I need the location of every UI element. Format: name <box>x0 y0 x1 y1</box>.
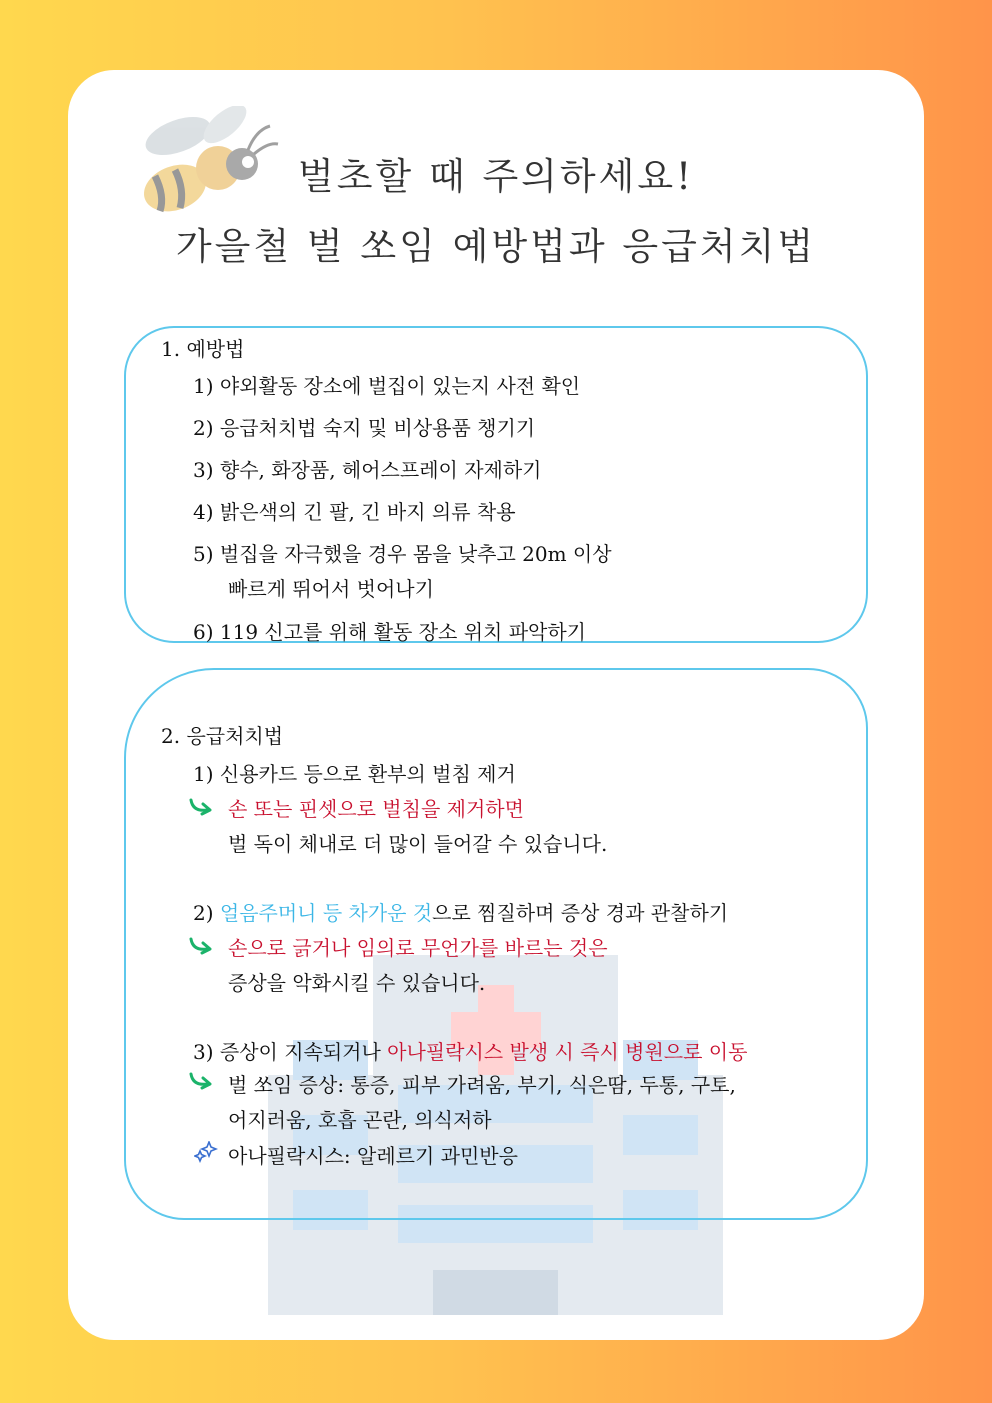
prevention-item: 6) 119 신고를 위해 활동 장소 위치 파악하기 <box>193 620 587 644</box>
firstaid-item-1: 1) 신용카드 등으로 환부의 벌침 제거 <box>193 762 516 786</box>
prevention-heading: 1. 예방법 <box>161 337 245 361</box>
anaphylaxis-definition: 아나필락시스: 알레르기 과민반응 <box>228 1144 518 1168</box>
firstaid-item-2: 2) 얼음주머니 등 차가운 것으로 찜질하며 증상 경과 관찰하기 <box>193 901 729 925</box>
symptoms-text: 벌 쏘임 증상: 통증, 피부 가려움, 부기, 식은땀, 두통, 구토, <box>228 1073 736 1097</box>
prevention-item-continued: 빠르게 뛰어서 벗어나기 <box>228 577 434 601</box>
prevention-item: 3) 향수, 화장품, 헤어스프레이 자제하기 <box>193 458 542 482</box>
curved-arrow-icon <box>188 798 214 816</box>
prevention-item: 2) 응급처치법 숙지 및 비상용품 챙기기 <box>193 416 536 440</box>
prevention-item: 5) 벌집을 자극했을 경우 몸을 낮추고 20m 이상 <box>193 542 612 566</box>
page-title-line2: 가을철 벌 쏘임 예방법과 응급처치법 <box>175 225 817 268</box>
curved-arrow-icon <box>188 937 214 955</box>
curved-arrow-icon <box>188 1072 214 1090</box>
prevention-item: 1) 야외활동 장소에 벌집이 있는지 사전 확인 <box>193 374 581 398</box>
sparkle-icon <box>194 1141 218 1163</box>
prevention-item: 4) 밝은색의 긴 팔, 긴 바지 의류 착용 <box>193 500 516 524</box>
firstaid-warning-2: 손으로 긁거나 임의로 무언가를 바르는 것은 <box>228 936 608 960</box>
poster-card <box>68 70 924 1340</box>
highlight-blue: 얼음주머니 등 차가운 것 <box>219 901 433 925</box>
symptoms-text-continued: 어지러움, 호흡 곤란, 의식저하 <box>228 1108 492 1132</box>
page-title-line1: 벌초할 때 주의하세요! <box>297 155 695 198</box>
firstaid-warning-1-continued: 벌 독이 체내로 더 많이 들어갈 수 있습니다. <box>228 832 608 856</box>
firstaid-heading: 2. 응급처치법 <box>161 724 284 748</box>
firstaid-warning-1: 손 또는 핀셋으로 벌침을 제거하면 <box>228 797 524 821</box>
firstaid-item-3: 3) 증상이 지속되거나 아나필락시스 발생 시 즉시 병원으로 이동 <box>193 1040 748 1064</box>
highlight-red: 아나필락시스 발생 시 즉시 병원으로 이동 <box>387 1040 748 1064</box>
firstaid-warning-2-continued: 증상을 악화시킬 수 있습니다. <box>228 971 486 995</box>
